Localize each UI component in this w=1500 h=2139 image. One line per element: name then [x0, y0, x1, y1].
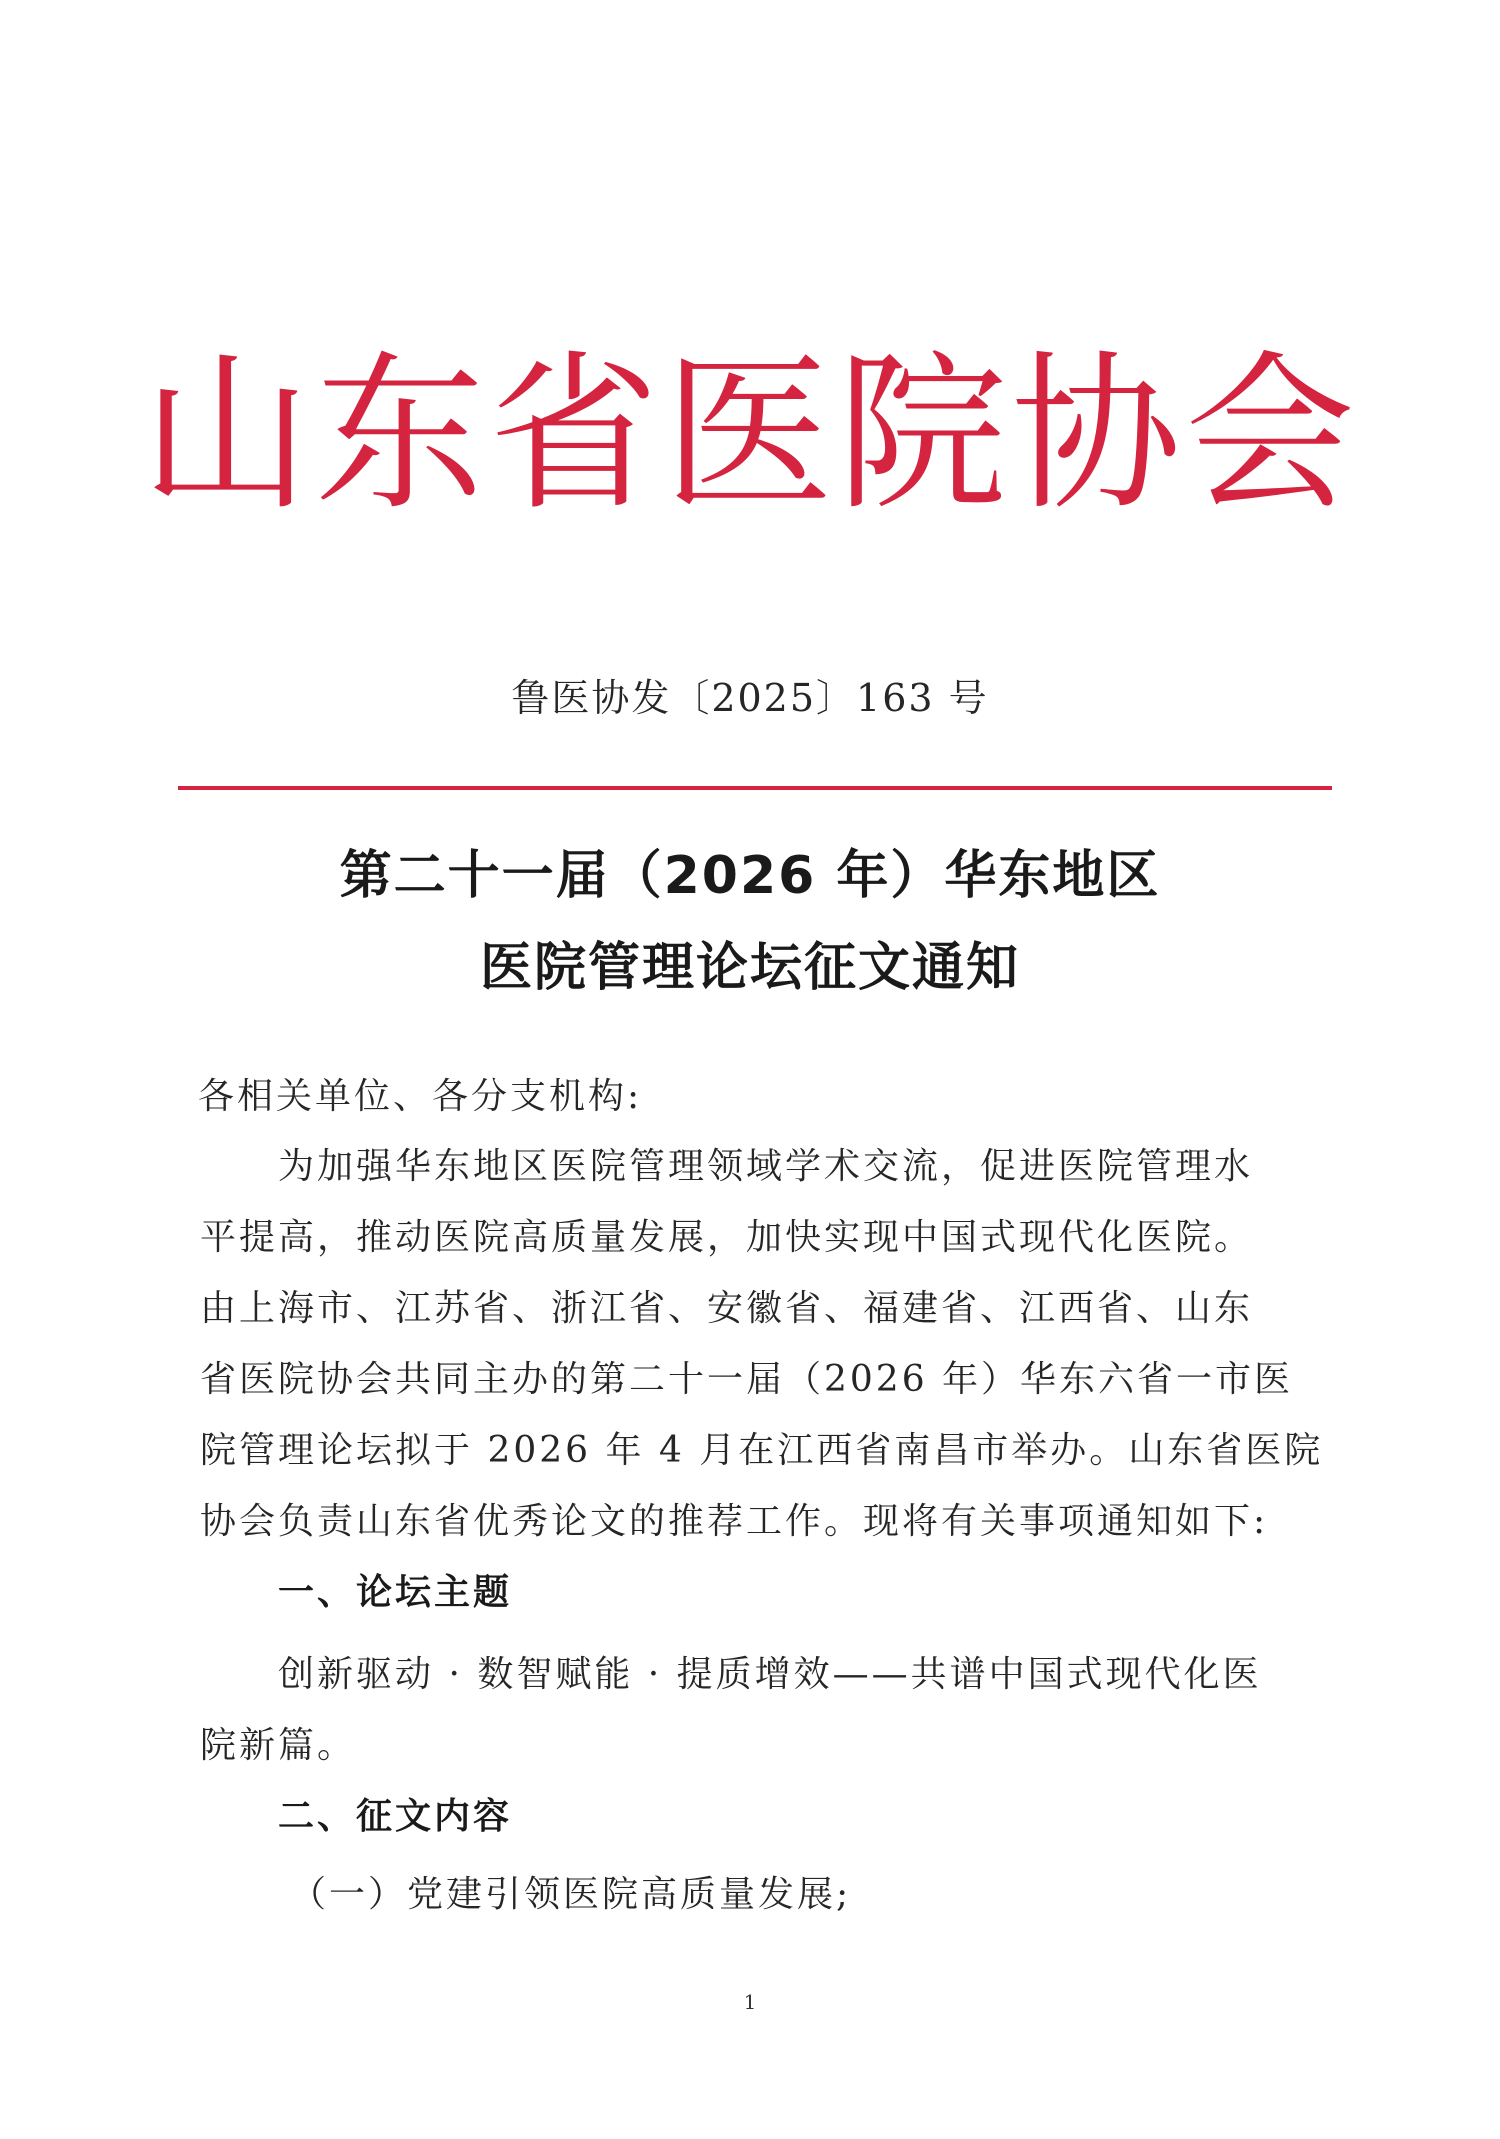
section-heading-content: 二、征文内容: [278, 1796, 513, 1837]
page-number: 1: [743, 1990, 757, 2014]
paragraph-line: 由上海市、江苏省、浙江省、安徽省、福建省、江西省、山东: [200, 1288, 1254, 1329]
salutation: 各相关单位、各分支机构:: [198, 1076, 643, 1117]
content-item-1: （一）党建引领医院高质量发展;: [290, 1874, 852, 1915]
red-divider-line: [178, 786, 1332, 790]
theme-line: 创新驱动 · 数智赋能 · 提质增效——共谱中国式现代化医: [278, 1654, 1262, 1695]
section-heading-theme: 一、论坛主题: [278, 1572, 513, 1613]
paragraph-line: 院管理论坛拟于 2026 年 4 月在江西省南昌市举办。山东省医院: [200, 1430, 1324, 1471]
paragraph-line: 省医院协会共同主办的第二十一届（2026 年）华东六省一市医: [200, 1359, 1294, 1400]
paragraph-line: 协会负责山东省优秀论文的推荐工作。现将有关事项通知如下:: [200, 1501, 1269, 1542]
document-number: 鲁医协发〔2025〕163 号: [511, 676, 989, 720]
theme-line: 院新篇。: [200, 1725, 357, 1766]
notice-title-line-1: 第二十一届（2026 年）华东地区: [339, 846, 1161, 906]
paragraph-line: 平提高，推动医院高质量发展，加快实现中国式现代化医院。: [200, 1217, 1254, 1258]
notice-title-line-2: 医院管理论坛征文通知: [479, 938, 1020, 998]
organization-header: 山东省医院协会: [140, 336, 1359, 534]
paragraph-line: 为加强华东地区医院管理领域学术交流，促进医院管理水: [278, 1146, 1254, 1187]
